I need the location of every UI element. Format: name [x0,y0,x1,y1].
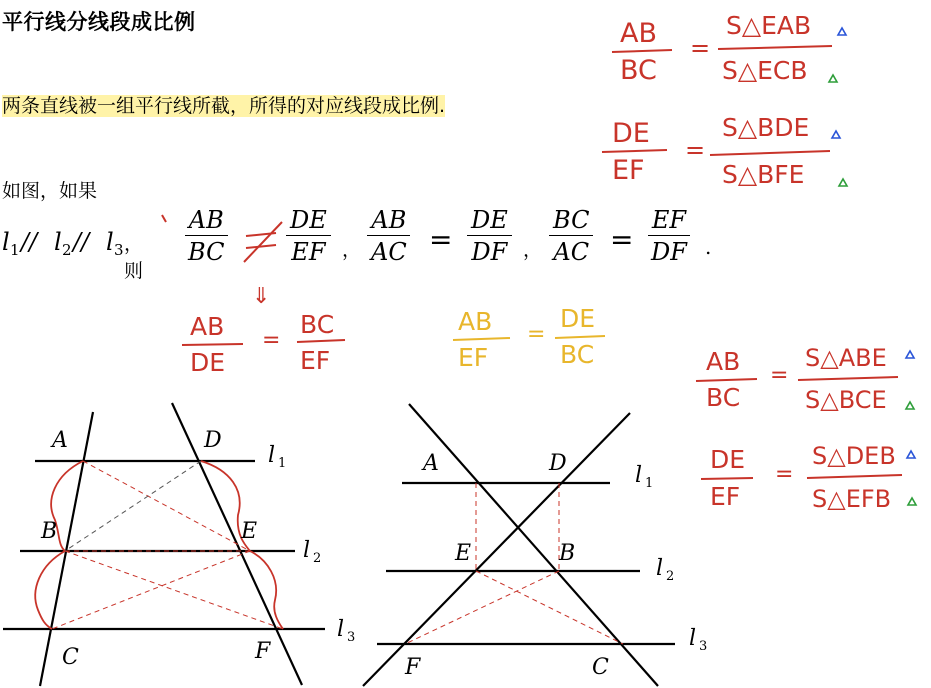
equals3: = [610,223,634,256]
premise-sub2: 2 [62,241,72,259]
crossed-equals [162,215,282,262]
hw-rm1-eq: = [770,363,789,388]
hw-rm1-den: BC [706,383,741,412]
frac1-num: AB [185,205,228,236]
hw-tr2-eq: = [685,136,706,164]
fig2-dashed-red [405,483,623,644]
hw-tr2-num: DE [612,118,650,149]
hw-yel-eq: = [527,322,546,347]
equals2: = [429,223,453,256]
theorem-text-content: 两条直线被一组平行线所截，所得的对应线段成比例. [2,95,446,117]
frac6-den: DF [651,238,687,266]
hw-tr1-den: BC [620,55,657,86]
hw-rm1-rnum: S△ABE [805,344,887,372]
fig2-label-l1: l [635,463,643,488]
then-word: ，则 [124,233,144,282]
premise-sub1: 1 [10,241,20,259]
hw-tr1-num: AB [620,18,657,49]
fig1-sub-3: 3 [347,630,356,645]
figure1 [3,403,355,686]
fig1-label-D: D [204,428,222,453]
comma2: ， [523,239,543,261]
hw-tr2-den: EF [612,155,645,186]
fig1-label-l3: l [337,617,345,642]
hw-rm2-rnum: S△DEB [812,442,896,470]
fig2-sub-1: 1 [645,476,654,491]
hw-rm1-rden: S△BCE [805,386,887,414]
period: . [705,235,712,259]
frac2-num: DE [286,205,331,236]
hw-tr1-rden: S△ECB [722,56,808,85]
hw-yel-rnum: DE [560,304,596,333]
frac3-num: AB [367,205,410,236]
hw-mid-eq: = [262,328,281,353]
fig2-label-F: F [405,655,421,680]
hw-mid-arrow: ⇓ [252,284,271,309]
fig2-sub-2: 2 [666,569,675,584]
frac6-num: EF [648,205,690,236]
hw-yel-den: EF [458,343,489,372]
frac2-den: EF [291,238,326,266]
hw-tr2-rden: S△BFE [722,160,805,189]
premise-l2: l [54,228,62,256]
fig2-label-D: D [549,451,567,476]
premise-sub3: 3 [114,241,124,259]
triangle-marks [829,28,916,505]
fig1-label-B: B [41,519,58,544]
fig1-dashed-gray [65,461,201,551]
hw-rm1-num: AB [706,347,741,376]
fig1-label-l2: l [303,538,311,563]
frac5-num: BC [549,205,593,236]
fig2-label-C: C [592,655,609,680]
hw-mid-den: DE [190,348,226,377]
frac1-den: BC [188,238,225,266]
fig1-red-braces [35,461,283,629]
premise-sep2: // [73,228,90,256]
fig1-label-F: F [255,639,271,664]
fig1-sub-1: 1 [278,456,287,471]
condition-text: 如图，如果 [2,180,98,202]
handwritten-bars [182,46,902,479]
hw-rm2-eq: = [775,462,794,487]
hw-mid-num: AB [190,312,225,341]
hw-mid-rden: EF [300,346,331,375]
frac5-den: AC [553,238,590,266]
fig2-label-l2: l [656,556,664,581]
fig1-label-A: A [52,428,68,453]
page-title: 平行线分线段成比例 [2,10,196,34]
premise-l1: l [2,228,10,256]
hw-tr1-eq: = [690,34,711,62]
hw-rm2-num: DE [710,445,746,474]
hw-tr1-rnum: S△EAB [726,11,812,40]
fig2-label-B: B [559,541,576,566]
frac3-den: AC [371,238,407,266]
figure2 [363,404,707,686]
hw-rm2-rden: S△EFB [812,485,892,513]
fig2-label-E: E [455,541,472,566]
premise-l3: l [106,228,114,256]
fig1-sub-2: 2 [313,551,322,566]
fig1-label-E: E [241,519,258,544]
frac4-num: DE [467,205,512,236]
hw-tr2-rnum: S△BDE [722,113,810,142]
fig1-label-C: C [62,645,79,670]
hw-yel-rden: BC [560,340,595,369]
fig2-label-l3: l [689,626,697,651]
fig1-dashed-red [52,461,283,629]
fig2-label-A: A [423,451,439,476]
hw-rm2-den: EF [710,482,741,511]
premise-sep1: // [21,228,38,256]
hw-mid-rnum: BC [300,310,335,339]
comma1: ， [342,239,362,261]
fig1-label-l1: l [268,443,276,468]
hw-yel-num: AB [458,307,493,336]
frac4-den: DF [471,238,508,266]
fig2-sub-3: 3 [699,639,708,654]
